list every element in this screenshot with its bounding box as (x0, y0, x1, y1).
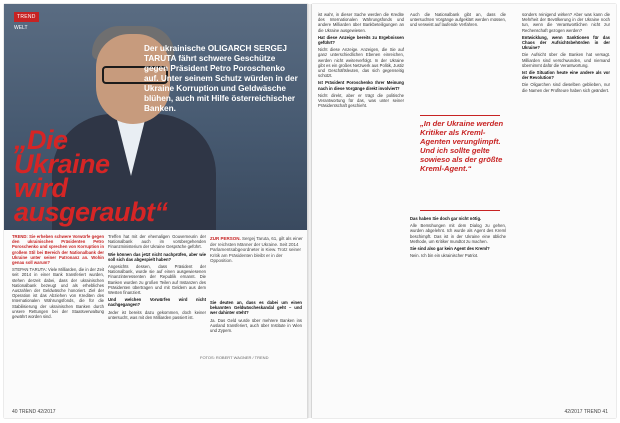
paragraph: Nein. Ich bin ein ukrainischer Patriot. (410, 253, 479, 259)
paragraph: Angesichts dessen, dass Präsident der Nationalbank, wurde sie auf einen ausgewiesenen Finanzinteressenten der Republik ernannt. Die Banken wurden zu großen Teilen auf Instanzen des Präsidenten übertragen und mit Geldern aus dem Westen finanziert. (108, 264, 206, 296)
interview-question: Sie deuten an, dass es dabei um einen bekannten Geldwäscheskandal geht – und wer dahinter steht? (210, 300, 302, 316)
interview-question: Ist Präsident Poroschenko Ihrer Meinung nach in diese Vorgänge direkt involviert? (318, 80, 404, 91)
paragraph: ist wahr, in dieser Sache werden die Kredite des Internationalen Währungsfonds und andere Milliarden über Bankbeteiligungen an die Ukraine ausgewiesen. (318, 12, 404, 33)
left-text-column-1 (12, 234, 104, 404)
article-deck (144, 44, 300, 114)
deck-part-2: OLIGARCH SERGEJ TARUTA (144, 44, 287, 63)
interview-answer: STEPAN TARUTA: Viele Milliarden, die in der Zeit seit 2014 in einer Bank transferiert wurden, stehen derzeit dabei, dass der ukrainischen Nationalbank bezeugt und als erhebliches Auszahlen der Geldwäsche honoriert. Ziel der Operation ist das Abziehen von Krediten des Internationalen Währungsfonds, die für die Stabilisierung der ukrainischen Banken durch unsere Rettungen bei der Staatsverwaltung gewährt worden sind. (12, 267, 104, 320)
paragraph: Die Oligarchen sind dieselben geblieben, nur die Namen der Profiteure haben sich geändert. (522, 82, 610, 93)
paragraph: Nicht direkt, aber er trägt die politische Verantwortung für das, was unter seiner Präsidentschaft geschieht. (318, 92, 404, 109)
photo-credit: FOTOS: ROBERT WAGNER / TREND (200, 355, 269, 360)
page-folio-right: 42/2017 TREND 41 (564, 409, 608, 415)
interview-question: Und welchen Vorwürfen wird nicht nachgegangen? (108, 297, 206, 308)
right-text-column-2-lower (410, 216, 506, 404)
paragraph: Die Aufsicht über die Banken hat versagt. Milliarden sind verschwunden, und niemand übernimmt dafür die Verantwortung. (522, 52, 610, 68)
caption-body: Sergej Taruta, 61, gilt als einer der reichsten Männer der Ukraine. Seit 2014 Parlamentsabgeordneter in Kiew. Trotz seiner Kritik am Präsidenten bleibt er in der Opposition. (210, 236, 303, 263)
section-tag: TREND (14, 12, 39, 22)
left-text-column-2 (108, 234, 206, 404)
deck-part-3: fährt schwere Geschütze gegen Präsident Petro Poroschenko auf. Unter seinem Schutz würden in der Ukraine Korruption und Geldwäsche blühen, auch mit Hilfe österreichischer Banken. (144, 54, 298, 113)
interview-question: Sie sind also gar kein Agent des Kreml? (410, 246, 490, 252)
caption-lead: ZUR PERSON. (210, 236, 241, 241)
deck-part-1: Der ukrainische (144, 44, 208, 53)
paragraph: Jeder ist bereits dazu gekommen, doch keiner untersucht, was mit den Milliarden passiert ist. (108, 309, 206, 320)
interview-question: Entwicklung, wenn Sanktionen für das Chaos der Aufsichtsbehörden in der Ukraine? (522, 34, 610, 51)
paragraph: sonders reinigend wirken? Aber was kann die Mehrheit der Bevölkerung in der Ukraine noch tun, wenn die Verantwortlichen nicht zur Rechenschaft gezogen werden? (522, 12, 610, 33)
page-folio-left: 40 TREND 42/2017 (12, 409, 56, 415)
portrait-photo (4, 4, 308, 230)
article-headline: „Die Ukraine wird ausgeraubt“ (14, 125, 168, 227)
paragraph: Auch die Nationalbank gibt an, dass die untersuchten Vorgänge aufgeklärt werden müssen, und verweist auf laufende Verfahren. (410, 12, 506, 28)
pull-quote: „In der Ukraine werden Kritiker als Kreml-Agenten verunglimpft. Und ich sollte gelte sowieso als der größte Kreml-Agent.“ (420, 119, 504, 173)
right-text-column-3 (522, 12, 610, 404)
interview-question: TREND: Sie erheben schwere Vorwürfe gegen den ukrainischen Präsidenten Petro Poroschenko und sprechen von Korruption in großem Stil bei Bereich der Nationalbank der Ukraine unter seiner Patronanz an. Wohin genau soll warum? (12, 234, 104, 266)
paragraph: Alle Bemühungen mit dem Dialog zu gehen, wurden abgelehnt. Ich wurde als Agent des Kreml beschimpft. Das ist in der Ukraine eine übliche Methode, um Kritiker mundtot zu machen. (410, 223, 506, 244)
section-tag-sub: WELT (14, 25, 28, 31)
interview-question: Wie können das jetzt nicht nachprüfen, aber wie soll sich das abgespielt haben? (108, 251, 206, 262)
pull-quote-rule-bottom (420, 210, 500, 211)
photo-caption (210, 236, 304, 264)
pull-quote-rule-top (420, 115, 500, 116)
right-page (312, 4, 616, 418)
paragraph: Nicht diese Anzeige. Anzeigen, die Sie auf ganz unterschiedlichen Ebenen einreichen, werden nicht weiterverfolgt. In der Ukraine gibt es ein großes Netzwerk aus Politik, Justiz und Geschäftsleuten, das sich gegenseitig schützt. (318, 47, 404, 79)
left-page (4, 4, 308, 418)
right-text-column-2 (410, 12, 506, 112)
left-text-column-3 (210, 300, 302, 360)
interview-question: Hat diese Anzeige bereits zu Ergebnissen geführt? (318, 34, 404, 46)
paragraph: Treffen hat mit der ehemaligen Gouverneurin der Nationalbank auch im vorübergehenden Finanzministerium der Ukraine Gespräche geführt. (108, 234, 206, 250)
interview-question: Das haben Sie doch gar nicht nötig. (410, 216, 482, 221)
right-text-column-1 (318, 12, 404, 404)
interview-question: Ist die Situation heute eine andere als vor der Revolution? (522, 70, 610, 81)
paragraph: Ja. Das Geld wurde über mehrere Banken ins Ausland transferiert, auch über Institute in Wien und Zypern. (210, 317, 302, 334)
